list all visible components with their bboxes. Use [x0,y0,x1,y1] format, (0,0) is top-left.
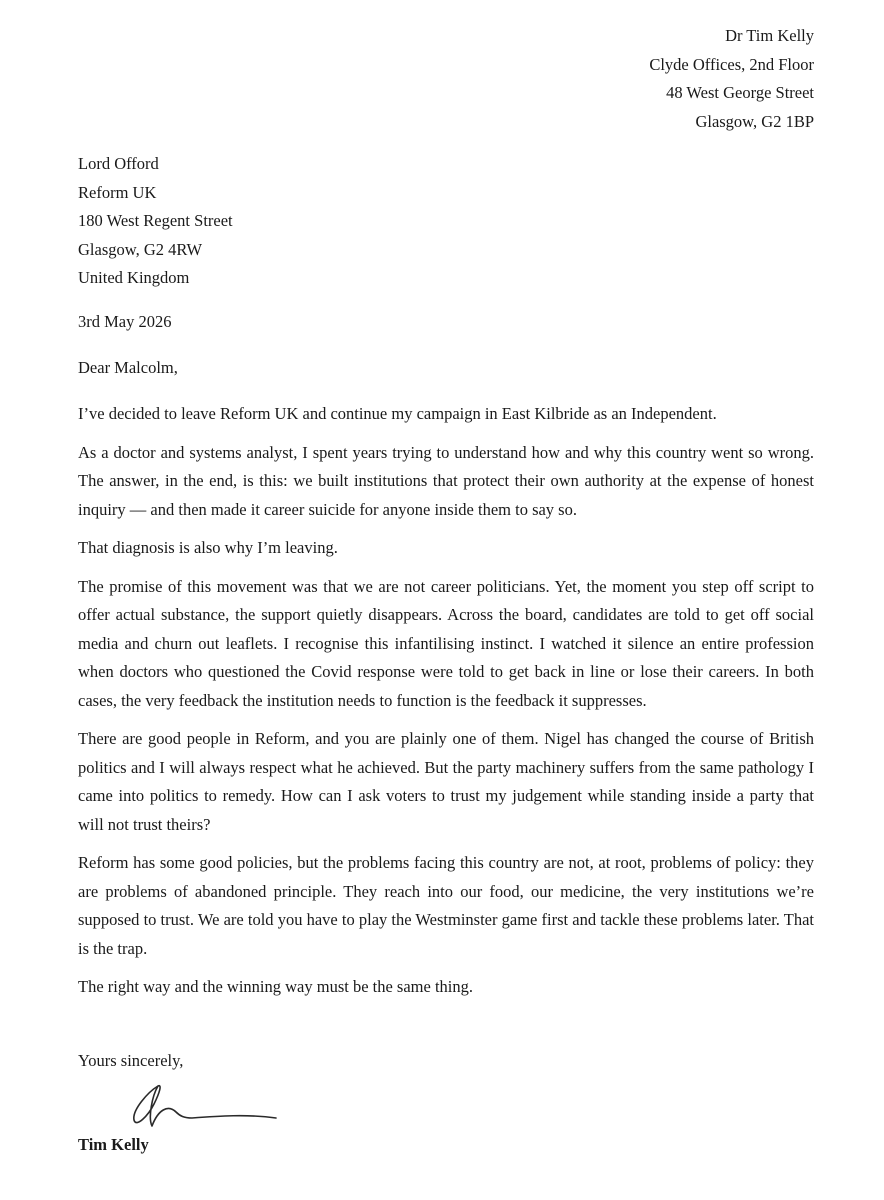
body-paragraph: I’ve decided to leave Reform UK and continue my campaign in East Kilbride as an Independent. [78,404,717,423]
recipient-organisation: Reform UK [78,182,157,202]
signer-name: Tim Kelly [78,1135,149,1154]
body-paragraph: As a doctor and systems analyst, I spent years trying to understand how and why this country went so wrong. The answer, in the end, is this: we built institutions that protect their own authority at the expense of honest inquiry — and then made it career suicide for anyone inside them to say so. [78,442,814,519]
body-paragraph: The promise of this movement was that we are not career politicians. Yet, the moment you step off script to offer actual substance, the support quietly disappears. Across the board, candidates are told to get off social media and churn out leaflets. I recognise this infantilising instinct. I watched it silence an entire profession when doctors who questioned the Covid response were told to get back in line or lose their careers. In both cases, the very feedback the institution needs to function is the feedback it suppresses. [78,576,814,710]
recipient-address-line: Glasgow, G2 4RW [78,239,203,259]
body-paragraph: The right way and the winning way must be the same thing. [78,977,474,996]
body-paragraph: That diagnosis is also why I’m leaving. [78,538,338,557]
recipient-address-line: 180 West Regent Street [78,211,233,230]
sender-address-line: Glasgow, G2 1BP [695,111,814,131]
recipient-name: Lord Offord [78,154,159,173]
handwritten-signature [118,1074,298,1136]
sender-name: Dr Tim Kelly [725,26,814,45]
sender-address-line: 48 West George Street [666,83,814,102]
recipient-country: United Kingdom [78,268,190,287]
closing: Yours sincerely, [78,1051,184,1070]
recipient-address-block [78,150,233,293]
sender-address-line: Clyde Offices, 2nd Floor [649,54,814,74]
letter-body [78,400,814,1012]
body-paragraph: There are good people in Reform, and you are plainly one of them. Nigel has changed the course of British politics and I will always respect what he achieved. But the party machinery suffers from the same pathology I came into politics to remedy. How can I ask voters to trust my judgement while standing inside a party that will not trust theirs? [78,729,814,834]
letter-date: 3rd May 2026 [78,312,172,331]
sender-address-block [649,22,814,136]
body-paragraph: Reform has some good policies, but the problems facing this country are not, at root, problems of policy: they are problems of abandoned principle. They reach into our food, our medicine, the very institutions we’re supposed to trust. We are told you have to play the Westminster game first and tackle these problems later. That is the trap. [78,853,814,958]
salutation: Dear Malcolm, [78,358,178,377]
